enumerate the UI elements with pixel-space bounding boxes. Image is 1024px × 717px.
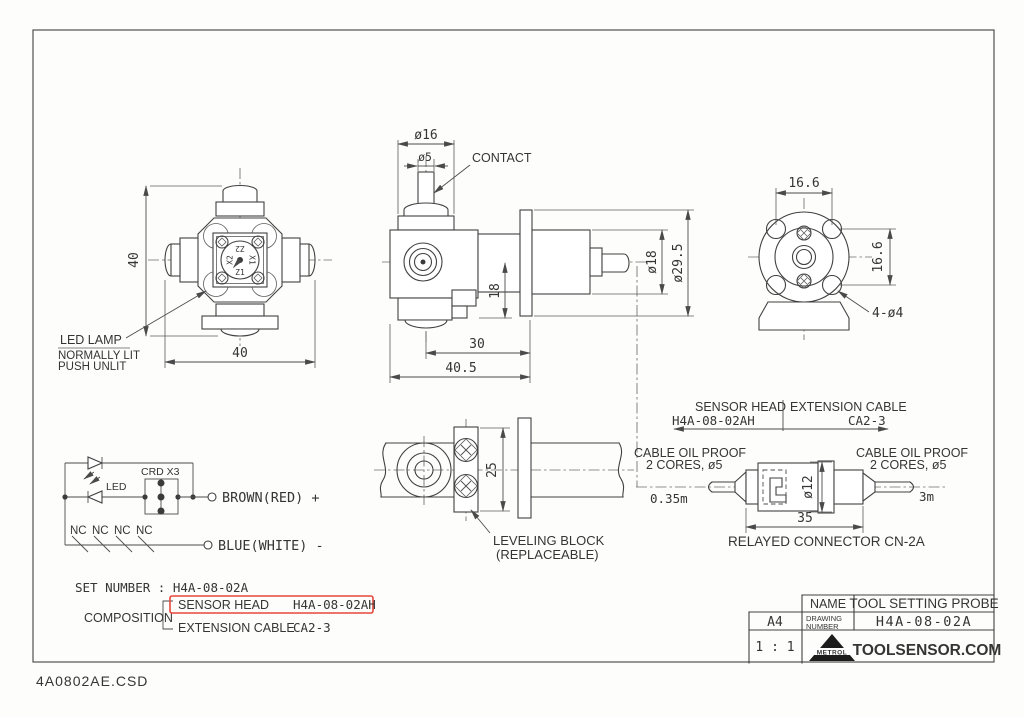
- cable-length-left: 0.35m: [650, 491, 688, 506]
- drawing-number: H4A-08-02A: [875, 614, 973, 630]
- sensor-head-code: H4A-08-02AH: [672, 413, 755, 428]
- extension-cable-label: EXTENSION CABLE: [790, 400, 907, 414]
- leveling-block-label: LEVELING BLOCK: [493, 533, 605, 548]
- front-view: [58, 168, 332, 373]
- side-dim-contact-dia: ø5: [418, 150, 432, 164]
- leveling-block-view: [374, 418, 634, 562]
- metrol-logo-icon: [806, 634, 858, 661]
- contact-label: CONTACT: [472, 151, 532, 165]
- crd-label: CRD X3: [141, 466, 180, 478]
- composition-row1-value: H4A-08-02AH: [293, 597, 376, 612]
- composition-row2-value: CA2-3: [293, 620, 331, 635]
- side-dim-tip-dia: ø16: [414, 128, 438, 143]
- set-number: SET NUMBER : H4A-08-02A: [75, 580, 249, 595]
- connector-dim-dia: ø12: [801, 475, 816, 499]
- leveling-block-note: (REPLACEABLE): [496, 547, 599, 562]
- drawing-name: TOOL SETTING PROBE: [849, 596, 999, 611]
- brand-url: TOOLSENSOR.COM: [852, 642, 1002, 659]
- right-cable-spec-1: CABLE OIL PROOF: [856, 446, 969, 460]
- rear-dim-h: 16.6: [788, 176, 820, 191]
- mount-base: [759, 302, 849, 330]
- title-block: [749, 595, 1001, 663]
- led-circuit-label: LED: [106, 481, 127, 493]
- rear-dim-v: 16.6: [871, 241, 886, 273]
- left-cable-spec-1: CABLE OIL PROOF: [634, 446, 747, 460]
- dial-label-z2: Z2: [235, 244, 245, 253]
- metrol-logo-text: METROL: [816, 649, 848, 657]
- dial-label-x1: X1: [247, 255, 257, 265]
- side-dim-step: 18: [488, 283, 503, 299]
- nc-label-4: NC: [136, 525, 153, 537]
- dial-label-x2: X2: [225, 255, 235, 265]
- drawing-number-label-1: DRAWING: [806, 614, 842, 623]
- led-lamp-label: LED LAMP: [60, 333, 122, 347]
- composition-row1-label: SENSOR HEAD: [178, 598, 269, 612]
- led-lamp-note2: PUSH UNLIT: [58, 361, 127, 373]
- extension-cable-code: CA2-3: [848, 413, 886, 428]
- connector-dim-len: 35: [797, 511, 813, 526]
- plus-terminal-icon: [208, 493, 216, 501]
- dial-label-z1: Z1: [235, 268, 245, 277]
- leveling-dim: 25: [485, 462, 500, 478]
- led-lamp-note1: NORMALLY LIT: [58, 350, 141, 362]
- front-dim-height: 40: [127, 252, 142, 268]
- right-cable-spec-2: 2 CORES, ø5: [870, 458, 947, 472]
- front-dim-width: 40: [232, 346, 248, 361]
- cable-assembly: [634, 400, 968, 549]
- minus-terminal-icon: [204, 541, 212, 549]
- sensor-head-label: SENSOR HEAD: [695, 400, 786, 414]
- nc-label-1: NC: [70, 525, 87, 537]
- led-icon: [88, 491, 102, 503]
- circuit-diagram: [62, 457, 323, 554]
- composition-block: [75, 580, 376, 635]
- nc-label-3: NC: [114, 525, 131, 537]
- relayed-connector-label: RELAYED CONNECTOR CN-2A: [728, 534, 925, 549]
- side-dim-flange-dia: ø29.5: [671, 243, 686, 283]
- diode-icon: [88, 457, 102, 469]
- composition-label: COMPOSITION: [84, 611, 173, 625]
- paper-size: A4: [767, 615, 783, 630]
- drawing-filename: 4A0802AE.CSD: [36, 673, 149, 689]
- side-dim-total-len: 40.5: [445, 361, 477, 376]
- drawing-number-label-2: NUMBER: [806, 622, 839, 631]
- plus-terminal-label: BROWN(RED) +: [222, 490, 320, 506]
- nc-switches: [72, 536, 154, 552]
- side-dim-body-len: 30: [469, 337, 485, 352]
- left-cable-spec-2: 2 CORES, ø5: [646, 458, 723, 472]
- rear-holes-label: 4-ø4: [872, 306, 904, 321]
- drawing-scale: 1 : 1: [755, 640, 795, 655]
- name-label: NAME: [809, 597, 847, 611]
- composition-row2-label: EXTENSION CABLE: [178, 621, 295, 635]
- cable-length-right: 3m: [919, 489, 935, 504]
- nc-label-2: NC: [92, 525, 109, 537]
- side-dim-rear-dia: ø18: [645, 250, 660, 274]
- drawing-border: [33, 30, 994, 662]
- adjustment-dial: [221, 241, 259, 279]
- rear-view: [748, 176, 903, 340]
- side-view: [382, 128, 694, 487]
- minus-terminal-label: BLUE(WHITE) -: [218, 538, 324, 554]
